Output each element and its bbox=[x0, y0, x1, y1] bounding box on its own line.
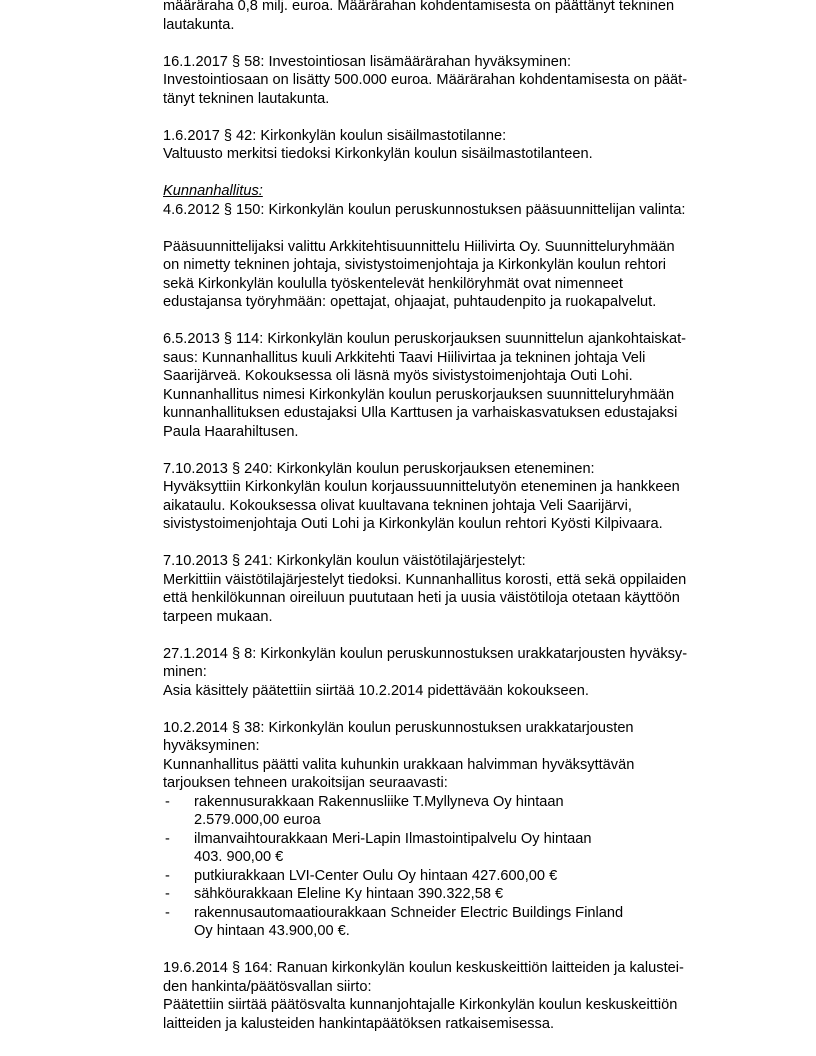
list-item-text: putkiurakkaan LVI-Center Oulu Oy hintaan 427.600,00 € bbox=[194, 867, 558, 884]
text-line: saus: Kunnanhallitus kuuli Arkkitehti Taavi Hiilivirtaa ja tekninen johtaja Veli bbox=[163, 349, 646, 366]
paragraph-2013-240 bbox=[163, 460, 753, 534]
text-line: den hankinta/päätösvallan siirto: bbox=[163, 978, 372, 995]
text-line: Merkittiin väistötilajärjestelyt tiedoksi. Kunnanhallitus korosti, että sekä oppilaiden bbox=[163, 571, 687, 588]
list-item-text: 403. 900,00 € bbox=[194, 849, 284, 865]
text-line: tänyt tekninen lautakunta. bbox=[163, 90, 330, 107]
text-line: kunnanhallituksen edustajaksi Ulla Karttusen ja varhaiskasvatuksen edustajaksi bbox=[163, 405, 678, 421]
paragraph-2014-38 bbox=[163, 719, 753, 941]
text-line: Pääsuunnittelijaksi valittu Arkkitehtisuunnittelu Hiilivirta Oy. Suunnitteluryhmään bbox=[163, 238, 675, 255]
text-line: Valtuusto merkitsi tiedoksi Kirkonkylän koulun sisäilmastotilanteen. bbox=[163, 146, 593, 162]
bullet-dash: - bbox=[165, 904, 170, 921]
text-line: Asia käsittely päätettiin siirtää 10.2.2014 pidettävään kokoukseen. bbox=[163, 682, 589, 699]
list-item-ventilation bbox=[163, 830, 753, 867]
text-line: 16.1.2017 § 58: Investointiosan lisämäärärahan hyväksyminen: bbox=[163, 53, 572, 70]
text-line: lautakunta. bbox=[163, 16, 235, 33]
document-page bbox=[163, 0, 753, 1052]
text-line: minen: bbox=[163, 664, 207, 680]
list-item-text: ilmanvaihtourakkaan Meri-Lapin Ilmastointipalvelu Oy hintaan bbox=[194, 830, 592, 847]
paragraph-designer-selection bbox=[163, 238, 753, 312]
text-line: Paula Haarahiltusen. bbox=[163, 423, 299, 440]
text-line: 27.1.2014 § 8: Kirkonkylän koulun peruskunnostuksen urakkatarjousten hyväksy- bbox=[163, 645, 688, 662]
text-line: on nimetty tekninen johtaja, sivistystoimenjohtaja ja Kirkonkylän koulun rehtori bbox=[163, 257, 666, 273]
text-line: tarjouksen tehneen urakoitsijan seuraavasti: bbox=[163, 775, 448, 791]
text-line: tarpeen mukaan. bbox=[163, 608, 273, 625]
list-item-plumbing bbox=[163, 867, 753, 886]
text-line: 6.5.2013 § 114: Kirkonkylän koulun peruskorjauksen suunnittelun ajankohtaiskat- bbox=[163, 331, 687, 347]
text-line: Investointiosaan on lisätty 500.000 euroa. Määrärahan kohdentamisesta on päät- bbox=[163, 72, 688, 88]
text-line: aikataulu. Kokouksessa olivat kuultavana tekninen johtaja Veli Saarijärvi, bbox=[163, 497, 632, 514]
paragraph-2014-8 bbox=[163, 645, 753, 701]
paragraph-2017-58 bbox=[163, 53, 753, 109]
text-line: 19.6.2014 § 164: Ranuan kirkonkylän koulun keskuskeittiön laitteiden ja kalustei- bbox=[163, 960, 684, 976]
text-line: määräraha 0,8 milj. euroa. Määrärahan kohdentamisesta on päättänyt tekninen bbox=[163, 0, 675, 14]
list-item-text: sähköurakkaan Eleline Ky hintaan 390.322,58 € bbox=[194, 886, 504, 902]
text-line: Saarijärveä. Kokouksessa oli läsnä myös sivistystoimenjohtaja Outi Lohi. bbox=[163, 368, 633, 384]
paragraph-2013-241 bbox=[163, 552, 753, 626]
text-line: Kunnanhallitus päätti valita kuhunkin urakkaan halvimman hyväksyttävän bbox=[163, 756, 635, 773]
bullet-dash: - bbox=[165, 793, 170, 810]
text-line: 7.10.2013 § 241: Kirkonkylän koulun väistötilajärjestelyt: bbox=[163, 553, 526, 569]
list-item-construction bbox=[163, 793, 753, 830]
paragraph-budget-allocation bbox=[163, 0, 753, 34]
text-line: sekä Kirkonkylän koululla työskentelevät henkilöryhmät ovat nimenneet bbox=[163, 275, 623, 292]
bullet-dash: - bbox=[165, 830, 170, 847]
text-line: 10.2.2014 § 38: Kirkonkylän koulun peruskunnostuksen urakkatarjousten bbox=[163, 719, 634, 736]
text-line: Päätettiin siirtää päätösvalta kunnanjohtajalle Kirkonkylän koulun keskuskeittiön bbox=[163, 997, 678, 1013]
text-line: 7.10.2013 § 240: Kirkonkylän koulun peruskorjauksen eteneminen: bbox=[163, 460, 595, 477]
bullet-dash: - bbox=[165, 886, 170, 902]
text-line: Kunnanhallitus nimesi Kirkonkylän koulun peruskorjauksen suunnitteluryhmään bbox=[163, 386, 675, 403]
section-heading: Kunnanhallitus: bbox=[163, 183, 263, 199]
list-item-text: rakennusurakkaan Rakennusliike T.Myllyneva Oy hintaan bbox=[194, 793, 564, 810]
text-line: 1.6.2017 § 42: Kirkonkylän koulun sisäilmastotilanne: bbox=[163, 127, 507, 144]
text-line: että henkilökunnan oireiluun puututaan heti ja uusia väistötiloja otetaan käyttöön bbox=[163, 590, 680, 606]
list-item-text: 2.579.000,00 euroa bbox=[194, 812, 321, 828]
paragraph-2014-164 bbox=[163, 959, 753, 1033]
text-line: edustajansa työryhmään: opettajat, ohjaajat, puhtaudenpito ja ruokapalvelut. bbox=[163, 294, 657, 310]
list-item-text: Oy hintaan 43.900,00 €. bbox=[194, 923, 350, 939]
section-kunnanhallitus bbox=[163, 182, 753, 219]
list-item-automation bbox=[163, 904, 753, 941]
text-line: 4.6.2012 § 150: Kirkonkylän koulun peruskunnostuksen pääsuunnittelijan valinta: bbox=[163, 201, 686, 218]
text-line: laitteiden ja kalusteiden hankintapäätöksen ratkaisemisessa. bbox=[163, 1015, 555, 1032]
list-item-text: rakennusautomaatiourakkaan Schneider Electric Buildings Finland bbox=[194, 904, 624, 921]
list-item-electrical bbox=[163, 885, 753, 904]
text-line: sivistystoimenjohtaja Outi Lohi ja Kirkonkylän koulun rehtori Kyösti Kilpivaara. bbox=[163, 516, 663, 532]
bullet-dash: - bbox=[165, 867, 170, 884]
paragraph-2017-42 bbox=[163, 127, 753, 164]
text-line: Hyväksyttiin Kirkonkylän koulun korjaussuunnittelutyön eteneminen ja hankkeen bbox=[163, 479, 680, 495]
text-line: hyväksyminen: bbox=[163, 738, 260, 754]
paragraph-2013-114 bbox=[163, 330, 753, 441]
